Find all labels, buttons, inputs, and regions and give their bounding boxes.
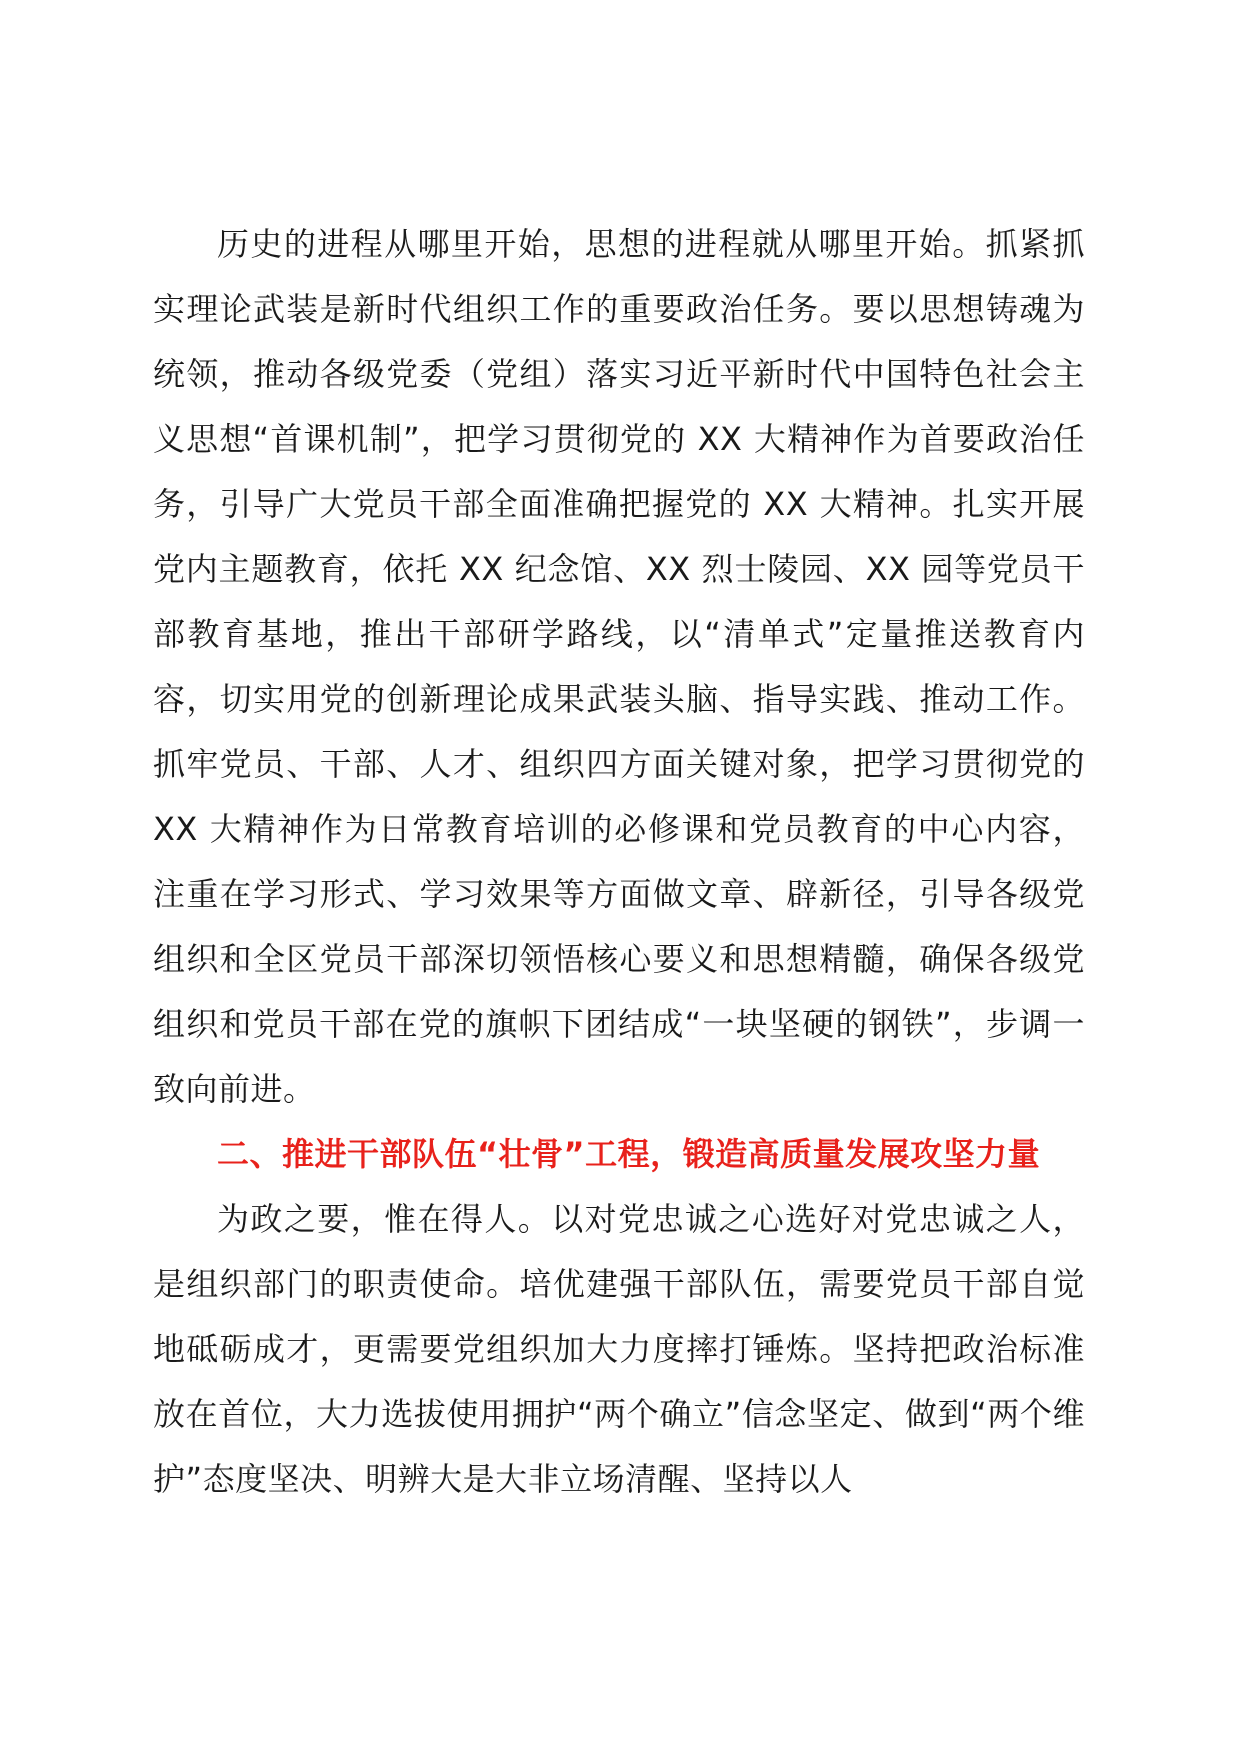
body-paragraph-cadre-team: 为政之要，惟在得人。以对党忠诚之心选好对党忠诚之人，是组织部门的职责使命。培优建强干部队伍，需要党员干部自觉地砥砺成才，更需要党组织加大力度摔打锤炼。坚持把政治标准放在首位，大力选拔使用拥护“两个确立”信念坚定、做到“两个维护”态度坚决、明辨大是大非立场清醒、坚持以人 — [153, 1200, 1085, 1498]
section-heading: 二、推进干部队伍“壮骨”工程，锻造高质量发展攻坚力量 — [217, 1135, 1041, 1173]
document-body — [153, 212, 1085, 1512]
body-paragraph-theory-armament: 历史的进程从哪里开始，思想的进程就从哪里开始。抓紧抓实理论武装是新时代组织工作的重要政治任务。要以思想铸魂为统领，推动各级党委（党组）落实习近平新时代中国特色社会主义思想“首课机制”，把学习贯彻党的 XX 大精神作为首要政治任务，引导广大党员干部全面准确把握党的 XX 大精神。扎实开展党内主题教育，依托 XX 纪念馆、XX 烈士陵园、XX 园等党员干部教育基地，推出干部研学路线，以“清单式”定量推送教育内容，切实用党的创新理论成果武装头脑、指导实践、推动工作。抓牢党员、干部、人才、组织四方面关键对象，把学习贯彻党的 XX 大精神作为日常教育培训的必修课和党员教育的中心内容，注重在学习形式、学习效果等方面做文章、辟新径，引导各级党组织和全区党员干部深切领悟核心要义和思想精髓，确保各级党组织和党员干部在党的旗帜下团结成“一块坚硬的钢铁”，步调一致向前进。 — [153, 225, 1085, 1108]
